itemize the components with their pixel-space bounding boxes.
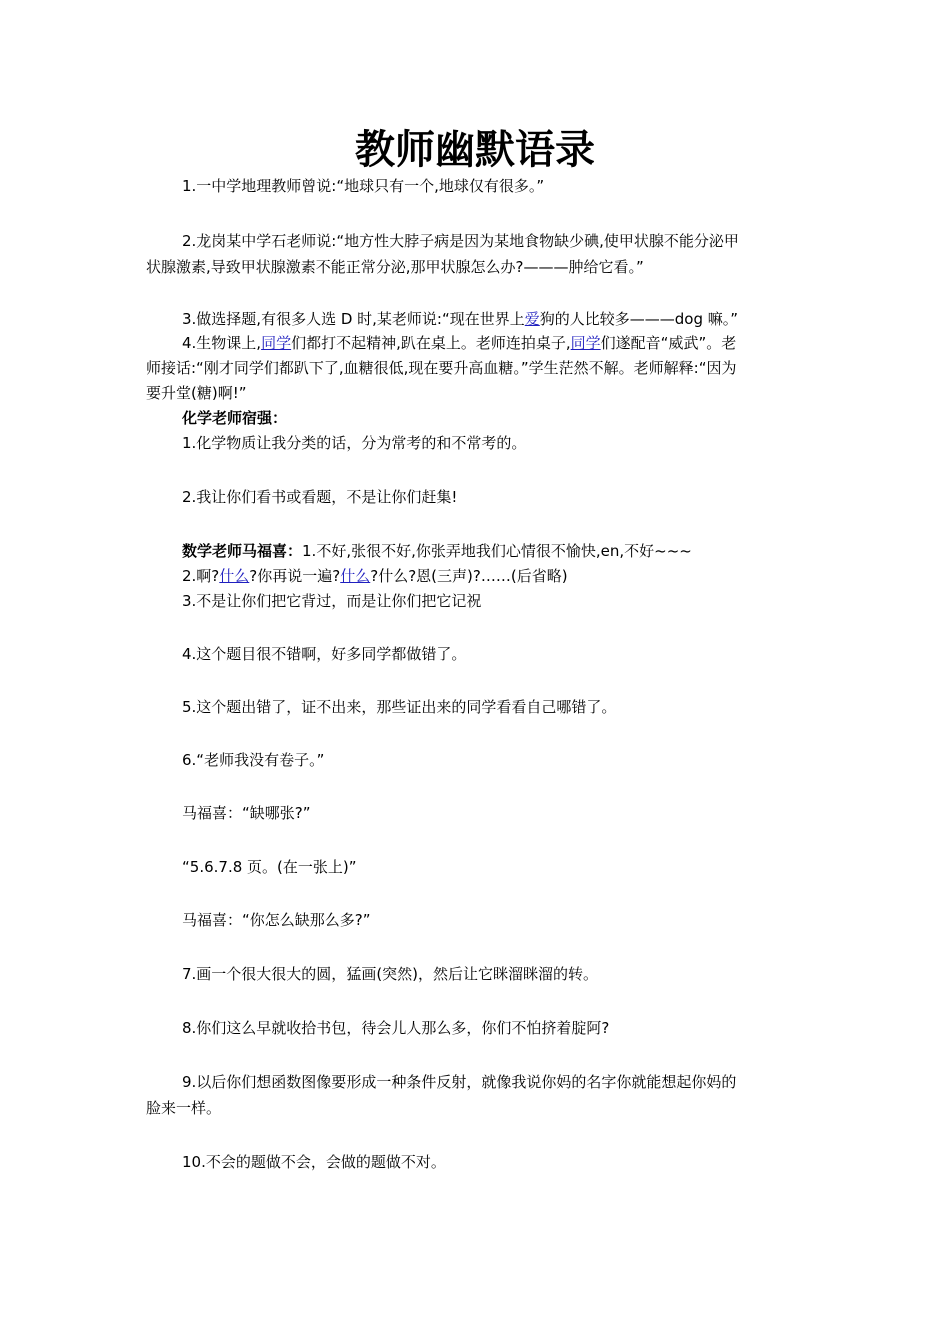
math-quote-6-reply-2: “5.6.7.8 页。(在一张上)”: [182, 858, 357, 876]
quote-4-text-a: 4.生物课上,: [182, 334, 262, 352]
chemistry-quote-2: 2.我让你们看书或看题，不是让你们赶集!: [182, 488, 458, 506]
link-classmates-1[interactable]: 同学: [261, 334, 292, 352]
math-quote-10: 10.不会的题做不会，会做的题做不对。: [182, 1153, 446, 1171]
quote-4-text-b: 们都打不起精神,趴在桌上。老师连拍桌子,: [291, 334, 571, 352]
quote-4-line-1: [182, 331, 736, 355]
link-classmates-2[interactable]: 同学: [570, 334, 601, 352]
quote-4-line-3: 要升堂(糖)啊!”: [146, 384, 247, 402]
math-quote-3: 3.不是让你们把它背过，而是让你们把它记祝: [182, 592, 482, 610]
math-teacher-line-1: [182, 539, 692, 563]
quote-4-line-2: 师接话:“刚才同学们都趴下了,血糖很低,现在要升高血糖。”学生茫然不解。老师解释:“因为: [146, 359, 737, 377]
math-quote-7: 7.画一个很大很大的圆，猛画(突然)，然后让它眯溜眯溜的转。: [182, 965, 599, 983]
math-quote-9-line-1: 9.以后你们想函数图像要形成一种条件反射，就像我说你妈的名字你就能想起你妈的: [182, 1073, 737, 1091]
quote-2-line-1: 2.龙岗某中学石老师说:“地方性大脖子病是因为某地食物缺少碘,使甲状腺不能分泌甲: [182, 232, 739, 250]
quote-1: 1.一中学地理教师曾说:“地球只有一个,地球仅有很多。”: [182, 177, 545, 195]
quote-3: [182, 307, 738, 331]
chemistry-teacher-heading: 化学老师宿强：: [182, 409, 288, 427]
math-quote-9-line-2: 脸来一样。: [146, 1099, 222, 1117]
link-what-2[interactable]: 什么: [340, 567, 371, 585]
chemistry-quote-1: 1.化学物质让我分类的话，分为常考的和不常考的。: [182, 434, 527, 452]
math-quote-6-reply-3: 马福喜：“你怎么缺那么多?”: [182, 911, 371, 929]
quote-2-line-2: 状腺激素,导致甲状腺激素不能正常分泌,那甲状腺怎么办?———肿给它看。”: [146, 258, 644, 276]
math-quote-2-text-c: ?什么?恩(三声)?……(后省略): [370, 567, 568, 585]
quote-3-text-b: 狗的人比较多———dog 嘛。”: [539, 310, 739, 328]
document-title: 教师幽默语录: [355, 126, 595, 173]
quote-3-text-a: 3.做选择题,有很多人选 D 时,某老师说:“现在世界上: [182, 310, 525, 328]
math-quote-5: 5.这个题出错了，证不出来，那些证出来的同学看看自己哪错了。: [182, 698, 617, 716]
math-quote-8: 8.你们这么早就收拾书包，待会儿人那么多，你们不怕挤着腚阿?: [182, 1019, 610, 1037]
quote-4-text-c: 们遂配音“威武”。老: [600, 334, 737, 352]
math-quote-1: 1.不好,张很不好,你张弄地我们心情很不愉快,en,不好~~~: [302, 542, 692, 560]
math-quote-6: 6.“老师我没有卷子。”: [182, 751, 325, 769]
link-love[interactable]: 爱: [524, 310, 540, 328]
link-what-1[interactable]: 什么: [219, 567, 250, 585]
math-teacher-heading: 数学老师马福喜：: [182, 542, 303, 560]
math-quote-4: 4.这个题目很不错啊，好多同学都做错了。: [182, 645, 467, 663]
math-quote-2-text-b: ?你再说一遍?: [249, 567, 341, 585]
math-quote-6-reply-1: 马福喜：“缺哪张?”: [182, 804, 311, 822]
math-quote-2-text-a: 2.啊?: [182, 567, 220, 585]
math-quote-2: [182, 564, 568, 588]
